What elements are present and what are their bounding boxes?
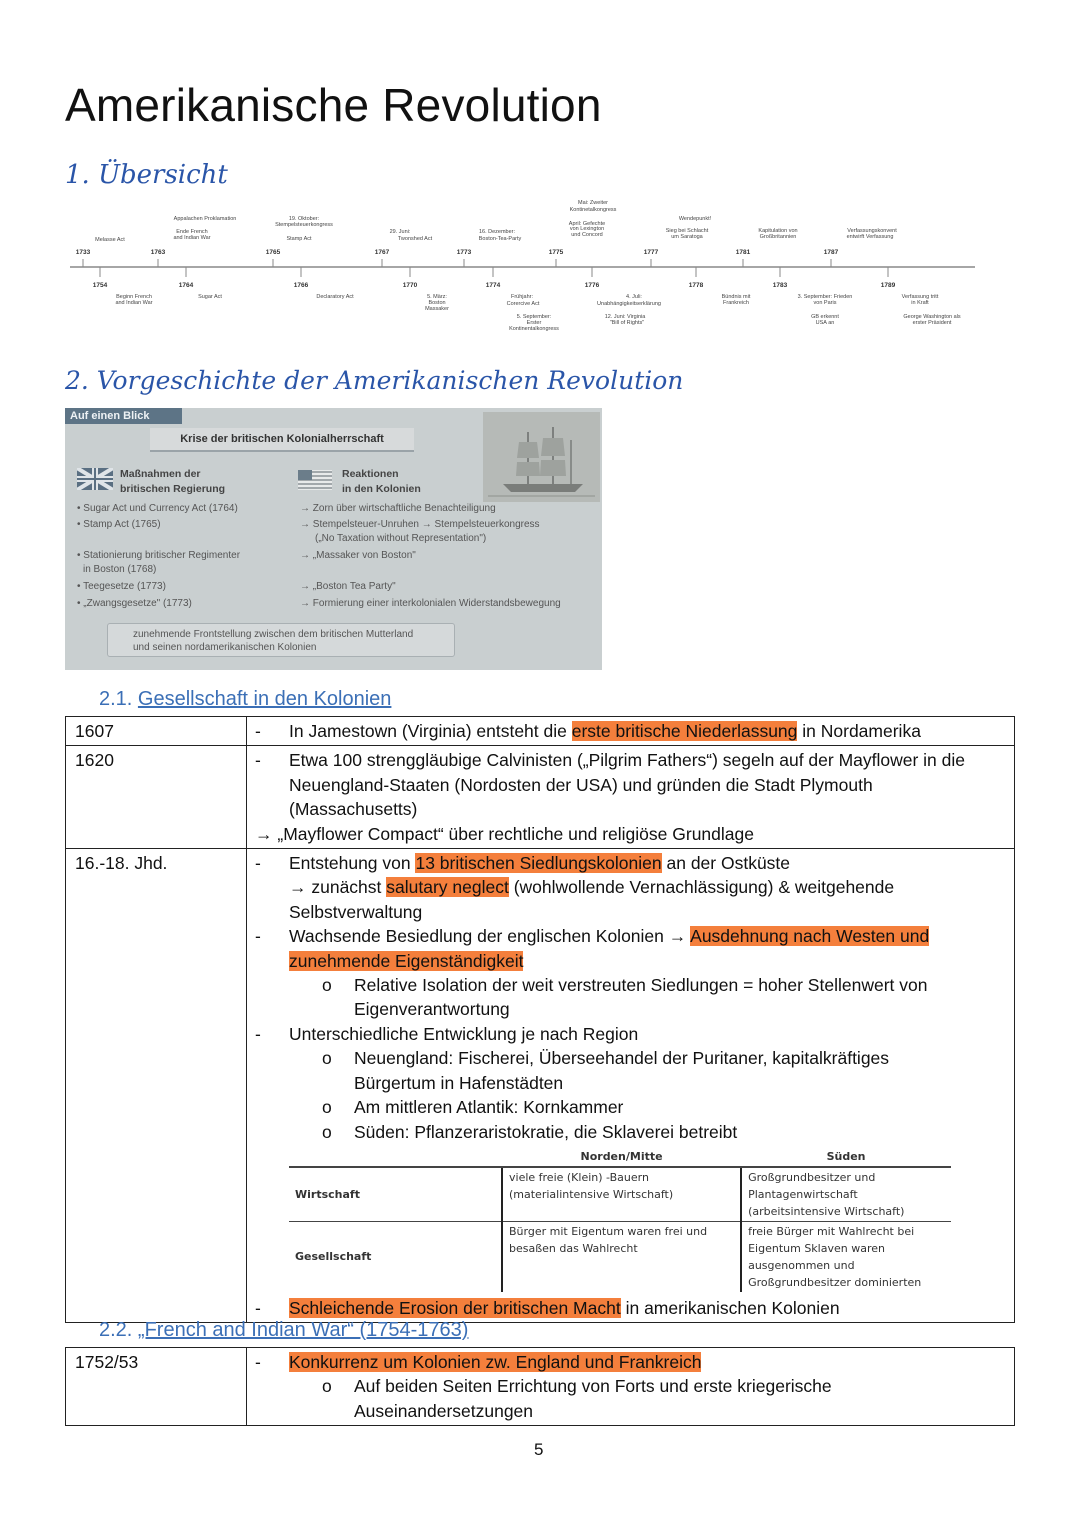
year-cell: 1607 [66,717,247,746]
timeline-event: USA an [815,320,835,326]
row-label: Gesellschaft [295,1250,372,1264]
measure-item: • Teegesetze (1773) [77,581,166,592]
table-row [66,1348,1015,1426]
timeline-event: Massaker [425,306,449,312]
highlight: salutary neglect [386,877,509,898]
timeline-event: Verfassungskonvent [847,228,897,234]
timeline-event: Frankreich [723,300,749,306]
timeline-event: und Concord [571,232,603,238]
timeline-event: Großbritannien [759,234,797,240]
us-flag-icon [298,470,332,490]
highlight: Ausdehnung nach Westen und [690,926,930,947]
timeline-event: Frühjahr: [510,294,534,300]
measure-item: • Stationierung britischer Regimenter [77,550,241,561]
timeline-event: Twonshed Act [397,236,433,242]
timeline-event: George Washington als [903,314,961,320]
year-cell: 16.-18. Jhd. [66,849,247,1323]
timeline-event: 5. März: [427,294,447,300]
row-label: Wirtschaft [289,1167,502,1222]
timeline-event: Appalachen Proklamation [173,216,237,222]
table-row [66,746,1015,849]
textbook-overview-photo [65,408,602,670]
timeline-event: 5. September: [516,314,552,320]
british-flag-icon [77,468,113,490]
measure-item: • Stamp Act (1765) [77,519,161,530]
col-head-measures: Maßnahmen der britischen Regierung [120,468,226,495]
photo-tag: Auf einen Blick [65,408,182,424]
timeline-event: Kapitulation von [758,228,798,234]
timeline-year: 1777 [643,249,659,256]
timeline-event: April: Gefechte [568,221,606,227]
reaction-item: → Formierung einer interkolonialen Widerstandsbewegung [300,598,561,609]
reaction-item: → „Boston Tea Party" [300,581,396,592]
table-row [66,849,1015,1323]
ship-icon [483,412,600,502]
region-comparison-table [289,1148,951,1292]
content-cell: - Konkurrenz um Kolonien zw. England und Frankreich o Auf beiden Seiten Errichtung von Forts und erste kriegerische Auseinandersetzungen [247,1348,1015,1426]
timeline-event: Stempelsteuerkongress [275,222,333,228]
timeline-event: Beginn French [116,294,152,300]
timeline-year: 1776 [584,282,600,289]
timeline-event: um Saratoga [671,234,703,240]
photo-conclusion: zunehmende Frontstellung zwischen dem britischen Mutterland und seinen nordamerikanischen Kolonien [107,623,455,657]
timeline-event: Erster [526,320,542,326]
timeline-event: and Indian War [173,235,211,241]
cell: Bürger mit Eigentum waren frei und besaßen das Wahlrecht [502,1221,741,1292]
timeline-event: Wendepunkt! [678,216,712,222]
table-gesellschaft [65,716,1015,1323]
timeline-event: Corercive Act [506,301,540,307]
timeline-year: 1733 [75,249,91,256]
content-cell: - Entstehung von 13 britischen Siedlungskolonien an der Ostküste → zunächst salutary neglect (wohlwollende Vernachlässigung) & weitgehende Selbstverwaltung - Wachsende Besiedlung der englischen Kolonien → Ausdehnung nach Westen und zunehmende Eigenständigkeit o Relative Isolation der weit verstreuten Siedlungen = hoher Stellenwert von Eigenverantwortung - Unterschiedliche Entwicklung je nach Region o Neuengland: Fischerei, Überseehandel der Puritaner, kapitalkräftiges Bürgertum in Hafenstädten o Am mittleren Atlantik: Kornkammer o Süden: Pflanzeraristokratie, die Sklaverei betreibt Norden/Mitte Süden Wirtschaft viele freie (Klein) -Bauern (materialintensive Wirtschaft) Großgrundbesitzer und Plantagenwirtschaft (arbeitsintensive Wirtschaft) Gesellschaft Bürger mit Eigentum waren frei und besaßen das Wahlrecht freie Bürger mit Wahlrecht bei Eigentum Sklaven waren ausgenommen und Großgrundbesitzer dominierten - Schleichende Erosion der britischen Macht in amerikanischen Kolonien [247,849,1015,1323]
timeline-event: Kontinentalkongress [509,326,559,332]
timeline-event: and Indian War [115,300,153,306]
col-north-header: Norden/Mitte [502,1148,741,1167]
measure-item: • „Zwangsgesetze" (1773) [77,598,192,609]
timeline-event: Sugar Act [198,294,222,300]
timeline-year: 1764 [178,282,194,289]
measure-item: in Boston (1768) [83,564,157,575]
timeline-event: Declaratory Act [316,294,354,300]
ship-image [483,412,600,502]
reaction-item: („No Taxation without Representation") [315,533,487,544]
table-row [66,717,1015,746]
timeline-year: 1787 [823,249,839,256]
highlight: 13 britischen Siedlungskolonien [415,853,662,874]
timeline-event: 3. September: Frieden [797,294,853,300]
highlight: erste britische Niederlassung [571,721,798,741]
timeline-event: Melasse Act [95,237,125,243]
timeline-event: GB erkennt [811,314,839,320]
timeline-event: Stamp Act [286,236,312,242]
timeline-year: 1789 [880,282,896,289]
highlight: Schleichende Erosion der britischen Macht [289,1297,621,1318]
timeline-event: 12. Juni: Virginia [604,314,646,320]
timeline-event: entwirft Verfassung [846,234,894,240]
timeline-event: von Lexington [569,226,605,232]
reaction-item: → Zorn über wirtschaftliche Benachteiligung [300,503,496,514]
timeline-event: 29. Juni: [389,229,411,235]
subsection-heading-2-2: 2.2. „French and Indian War“ (1754-1763) [99,1319,469,1341]
year-cell: 1620 [66,746,247,849]
timeline-event: Bündnis mit [721,294,751,300]
measure-item: • Sugar Act und Currency Act (1764) [77,503,238,514]
timeline-year: 1766 [293,282,309,289]
col-south-header: Süden [741,1148,951,1167]
reaction-item: → „Massaker von Boston" [300,550,416,561]
timeline-year: 1770 [402,282,418,289]
cell: viele freie (Klein) -Bauern (materialintensive Wirtschaft) [502,1167,741,1222]
timeline-event: 16. Dezember: [478,229,516,235]
timeline-event: Verfassung tritt [901,294,939,300]
timeline-event: in Kraft [911,300,929,306]
section-heading-uebersicht: 1. Übersicht [65,160,228,190]
page-number: 5 [534,1440,544,1459]
timeline-event: Kontinetalkongress [569,207,617,213]
timeline-year: 1754 [92,282,108,289]
section-heading-vorgeschichte: 2. Vorgeschichte der Amerikanischen Revolution [65,366,684,395]
highlight: Konkurrenz um Kolonien zw. England und Frankreich [289,1352,702,1372]
timeline-event: Ende French [176,229,208,235]
timeline-event: Boston-Tea-Party [478,236,522,242]
timeline-event: erster Präsident [912,320,952,326]
timeline-year: 1783 [772,282,788,289]
timeline-year: 1781 [735,249,751,256]
timeline [70,195,980,345]
reaction-item: → Stempelsteuer-Unruhen → Stempelsteuerkongress [300,519,540,530]
timeline-event: 19. Oktober: [288,216,320,222]
col-head-reactions: Reaktionen in den Kolonien [342,468,421,495]
page-title: Amerikanische Revolution [65,79,602,131]
timeline-event: 4. Juli: [626,294,642,300]
timeline-year: 1767 [374,249,390,256]
content-cell: - Etwa 100 strenggläubige Calvinisten („Pilgrim Fathers“) segeln auf der Mayflower in die Neuengland-Staaten (Nordosten der USA) und gründen die Stadt Plymouth (Massachusetts) → „Mayflower Compact“ über rechtliche und religiöse Grundlage [247,746,1015,849]
timeline-year: 1763 [150,249,166,256]
cell: freie Bürger mit Wahlrecht bei Eigentum Sklaven waren ausgenommen und Großgrundbesitzer dominierten [741,1221,951,1292]
subsection-heading-2-1: 2.1. Gesellschaft in den Kolonien [99,688,392,710]
timeline-year: 1774 [485,282,501,289]
year-cell: 1752/53 [66,1348,247,1426]
timeline-event: von Paris [813,300,837,306]
content-cell: - In Jamestown (Virginia) entsteht die erste britische Niederlassung in Nordamerika [247,717,1015,746]
timeline-year: 1778 [688,282,704,289]
table-french-indian-war [65,1347,1015,1426]
photo-banner: Krise der britischen Kolonialherrschaft [150,428,414,452]
timeline-year: 1765 [265,249,281,256]
timeline-event: "Bill of Rights" [609,320,645,326]
timeline-year: 1773 [456,249,472,256]
timeline-event: Mai: Zweiter [578,200,608,206]
timeline-event: Boston [428,300,446,306]
timeline-year: 1775 [548,249,564,256]
cell: Großgrundbesitzer und Plantagenwirtschaft (arbeitsintensive Wirtschaft) [741,1167,951,1222]
timeline-event: Unabhängigkeitserklärung [597,301,661,307]
timeline-event: Sieg bei Schlacht [665,228,709,234]
highlight: zunehmende Eigenständigkeit [289,950,524,971]
